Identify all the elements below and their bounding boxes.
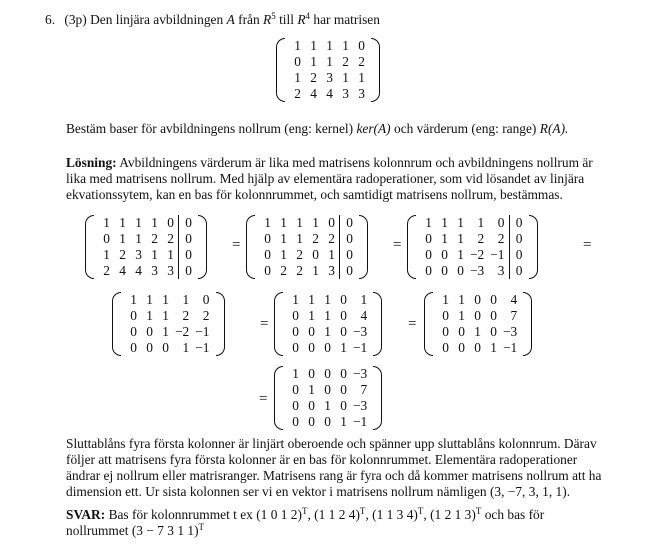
matrix-entry: 2 <box>342 54 349 69</box>
matrix-entry: 1 <box>292 292 299 307</box>
matrix-entry: −2 <box>175 324 190 339</box>
matrix-entry: 1 <box>162 324 169 339</box>
matrix-grid <box>286 366 370 430</box>
matrix-entry: 1 <box>135 215 142 230</box>
matrix-entry: 1 <box>457 215 464 230</box>
left-parenthesis <box>424 292 433 356</box>
matrix-entry: 0 <box>509 231 526 247</box>
matrix-entry: 2 <box>182 308 190 323</box>
matrix-entry: 0 <box>308 414 315 429</box>
answer-label: SVAR: <box>66 507 106 522</box>
matrix-entry: 0 <box>340 308 347 323</box>
matrix-entry: 2 <box>202 308 210 323</box>
matrix-entry: 1 <box>441 231 448 246</box>
matrix-entry: 1 <box>103 247 110 262</box>
matrix-entry: 1 <box>182 340 190 355</box>
matrix-entry: 1 <box>294 38 301 53</box>
matrix-entry: 0 <box>339 231 356 247</box>
matrix-entry: 1 <box>182 292 190 307</box>
matrix-entry: −3 <box>470 263 485 278</box>
matrix-entry: 1 <box>146 292 153 307</box>
matrix-entry: 0 <box>441 263 448 278</box>
matrix-entry: 2 <box>310 70 317 85</box>
matrix-entry: 1 <box>151 247 158 262</box>
matrix-A <box>276 38 380 102</box>
matrix-entry: 0 <box>178 247 195 263</box>
matrix-entry: 0 <box>442 324 449 339</box>
solution-label: Lösning: <box>66 155 117 170</box>
matrix-entry: −3 <box>353 366 368 381</box>
matrix-entry: 1 <box>310 38 317 53</box>
matrix-entry: 0 <box>490 292 497 307</box>
matrix-entry: 3 <box>151 263 158 278</box>
equals-sign: = <box>259 391 268 407</box>
matrix-entry: 1 <box>324 398 331 413</box>
matrix-entry: −3 <box>353 324 368 339</box>
matrix-entry: 0 <box>339 263 356 279</box>
matrix-entry: 1 <box>340 414 347 429</box>
matrix-entry: 0 <box>103 231 110 246</box>
matrix-entry: 1 <box>340 340 347 355</box>
matrix-6 <box>424 292 532 356</box>
task-text: Bestäm baser för avbildningens nollrum (eng: kernel) ker(A) och värderum (eng: range) R(A). <box>66 121 569 136</box>
equals-sign: = <box>408 316 417 332</box>
matrix-entry: 0 <box>292 398 299 413</box>
matrix-grid <box>258 215 356 279</box>
matrix-entry: 0 <box>324 366 331 381</box>
matrix-entry: −1 <box>195 324 210 339</box>
matrix-entry: 4 <box>119 263 126 278</box>
matrix-entry: 0 <box>294 54 301 69</box>
matrix-entry: 1 <box>442 292 449 307</box>
matrix-entry: 0 <box>292 340 299 355</box>
matrix-4 <box>112 292 225 356</box>
matrix-entry: 0 <box>178 263 195 279</box>
left-parenthesis <box>407 215 416 279</box>
matrix-entry: −1 <box>503 340 518 355</box>
left-parenthesis <box>276 38 285 102</box>
matrix-entry: 2 <box>294 86 301 101</box>
left-parenthesis <box>85 215 94 279</box>
matrix-entry: 1 <box>308 308 315 323</box>
matrix-entry: 0 <box>324 414 331 429</box>
matrix-entry: 0 <box>328 215 335 230</box>
matrix-entry: 0 <box>130 308 137 323</box>
equals-sign: = <box>232 237 241 253</box>
matrix-entry: 1 <box>328 247 335 262</box>
matrix-entry: 7 <box>360 382 368 397</box>
matrix-entry: −1 <box>353 414 368 429</box>
matrix-entry: 2 <box>151 231 158 246</box>
matrix-grid <box>288 38 368 102</box>
left-parenthesis <box>112 292 121 356</box>
right-parenthesis <box>359 215 368 279</box>
matrix-entry: 2 <box>312 231 319 246</box>
matrix-entry: 1 <box>119 231 126 246</box>
matrix-entry: 2 <box>296 263 303 278</box>
matrix-entry: 0 <box>146 324 153 339</box>
matrix-entry: 0 <box>509 247 526 263</box>
matrix-entry: 0 <box>264 231 271 246</box>
right-parenthesis <box>198 215 207 279</box>
matrix-entry: 0 <box>442 308 449 323</box>
right-parenthesis <box>216 292 225 356</box>
matrix-entry: 0 <box>292 414 299 429</box>
matrix-entry: 0 <box>162 340 169 355</box>
matrix-entry: 1 <box>342 70 349 85</box>
matrix-entry: 1 <box>324 324 331 339</box>
matrix-entry: 1 <box>474 324 481 339</box>
matrix-entry: 3 <box>135 247 142 262</box>
matrix-entry: 0 <box>442 340 449 355</box>
matrix-entry: 1 <box>135 231 142 246</box>
matrix-entry: 0 <box>441 247 448 262</box>
matrix-entry: 1 <box>324 292 331 307</box>
right-parenthesis <box>373 292 382 356</box>
matrix-entry: 0 <box>340 382 347 397</box>
matrix-entry: 4 <box>135 263 142 278</box>
matrix-entry: 1 <box>457 247 464 262</box>
matrix-grid <box>419 215 526 279</box>
matrix-entry: 0 <box>292 324 299 339</box>
matrix-entry: 2 <box>119 247 126 262</box>
matrix-entry: 1 <box>308 382 315 397</box>
matrix-entry: 1 <box>310 54 317 69</box>
matrix-entry: 1 <box>360 292 368 307</box>
matrix-entry: 0 <box>292 382 299 397</box>
matrix-entry: 1 <box>326 54 333 69</box>
matrix-entry: −1 <box>195 340 210 355</box>
matrix-grid <box>124 292 213 356</box>
matrix-entry: 0 <box>457 263 464 278</box>
equals-sign: = <box>583 237 592 253</box>
matrix-entry: 0 <box>509 263 526 279</box>
matrix-entry: 0 <box>458 340 465 355</box>
matrix-entry: 0 <box>178 231 195 247</box>
matrix-entry: 0 <box>130 324 137 339</box>
matrix-entry: 0 <box>308 340 315 355</box>
matrix-entry: 1 <box>280 215 287 230</box>
matrix-entry: 0 <box>339 247 356 263</box>
matrix-entry: 1 <box>490 340 497 355</box>
matrix-entry: 1 <box>296 231 303 246</box>
matrix-entry: 2 <box>167 231 174 246</box>
matrix-entry: 0 <box>308 366 315 381</box>
matrix-entry: 1 <box>280 231 287 246</box>
matrix-entry: 0 <box>474 308 481 323</box>
matrix-entry: 0 <box>324 382 331 397</box>
matrix-entry: 1 <box>146 308 153 323</box>
matrix-entry: 0 <box>509 215 526 231</box>
matrix-5 <box>274 292 382 356</box>
matrix-entry: 0 <box>425 263 432 278</box>
matrix-entry: 4 <box>326 86 333 101</box>
right-parenthesis <box>523 292 532 356</box>
matrix-entry: 1 <box>280 247 287 262</box>
matrix-entry: 1 <box>296 215 303 230</box>
matrix-entry: 1 <box>458 308 465 323</box>
matrix-entry: −3 <box>503 324 518 339</box>
right-parenthesis <box>371 38 380 102</box>
matrix-entry: 1 <box>312 215 319 230</box>
matrix-entry: 0 <box>308 324 315 339</box>
matrix-entry: 3 <box>342 86 349 101</box>
matrix-entry: 2 <box>280 263 287 278</box>
matrix-entry: 4 <box>510 292 518 307</box>
matrix-entry: 1 <box>308 292 315 307</box>
right-parenthesis <box>529 215 538 279</box>
equals-sign: = <box>393 237 402 253</box>
matrix-entry: 0 <box>358 38 365 53</box>
left-parenthesis <box>274 292 283 356</box>
solution-paragraph: Lösning: Avbildningens värderum är lika med matrisens kolonnrum och avbildningens nollrum är lika med matrisens nollrum. Med hjälp av elementära radoperationer, som vid lösandet av linjära ekvationssytem, kan en bas för kolonnrummet, och samtidigt matrisens nollrum, bestämmas. <box>66 155 593 202</box>
matrix-entry: 1 <box>292 366 299 381</box>
matrix-entry: 1 <box>264 215 271 230</box>
matrix-entry: 1 <box>324 308 331 323</box>
augmented-matrix-3 <box>407 215 538 279</box>
matrix-entry: 3 <box>497 263 505 278</box>
matrix-entry: 4 <box>310 86 317 101</box>
matrix-entry: 0 <box>264 263 271 278</box>
matrix-entry: 2 <box>497 231 505 246</box>
matrix-entry: 0 <box>458 324 465 339</box>
matrix-entry: 0 <box>425 231 432 246</box>
matrix-entry: 1 <box>477 215 485 230</box>
matrix-entry: 0 <box>202 292 210 307</box>
matrix-entry: 0 <box>474 340 481 355</box>
matrix-entry: 0 <box>167 215 174 230</box>
matrix-entry: 0 <box>340 366 347 381</box>
matrix-entry: 1 <box>162 292 169 307</box>
matrix-entry: 1 <box>458 292 465 307</box>
matrix-entry: 3 <box>167 263 174 278</box>
augmented-matrix-2 <box>246 215 368 279</box>
matrix-entry: 3 <box>358 86 365 101</box>
matrix-entry: 1 <box>342 38 349 53</box>
matrix-entry: 1 <box>326 38 333 53</box>
matrix-entry: −3 <box>353 398 368 413</box>
matrix-entry: 2 <box>358 54 365 69</box>
matrix-entry: 2 <box>477 231 485 246</box>
right-parenthesis <box>373 366 382 430</box>
equals-sign: = <box>260 316 269 332</box>
matrix-entry: 0 <box>312 247 319 262</box>
matrix-entry: 7 <box>510 308 518 323</box>
matrix-entry: −1 <box>353 340 368 355</box>
left-parenthesis <box>274 366 283 430</box>
matrix-entry: 2 <box>296 247 303 262</box>
matrix-entry: 0 <box>340 292 347 307</box>
matrix-grid <box>436 292 520 356</box>
augmented-matrix-1 <box>85 215 207 279</box>
conclusion-paragraph: Sluttablåns fyra första kolonner är linjärt oberoende och spänner upp sluttablåns kolonnrum. Därav följer att matrisens fyra första kolonner är en bas för kolonnrummet. Elementära radoperationer ändrar ej nollrum eller matrisranger. Matrisens rang är fyra och då kommer matrisens nollrum att ha dimension ett. Ur sista kolonnen ser vi en vektor i matrisens nollrum nämligen (3, −7, 3, 1, 1). <box>66 436 602 499</box>
matrix-entry: 1 <box>151 215 158 230</box>
matrix-entry: 0 <box>308 398 315 413</box>
matrix-entry: 0 <box>178 215 195 231</box>
matrix-entry: 0 <box>490 308 497 323</box>
matrix-entry: 1 <box>162 308 169 323</box>
matrix-entry: 0 <box>264 247 271 262</box>
matrix-entry: 1 <box>441 215 448 230</box>
matrix-entry: 3 <box>328 263 335 278</box>
matrix-entry: 0 <box>490 324 497 339</box>
matrix-entry: 0 <box>130 340 137 355</box>
matrix-entry: 1 <box>358 70 365 85</box>
problem-statement: 6. (3p) Den linjära avbildningen A från $R^5$ till $R^4$ har matrisen <box>45 11 380 27</box>
matrix-entry: 1 <box>103 215 110 230</box>
matrix-entry: 1 <box>167 247 174 262</box>
matrix-entry: 0 <box>474 292 481 307</box>
matrix-entry: 1 <box>425 215 432 230</box>
matrix-entry: 0 <box>146 340 153 355</box>
matrix-entry: 1 <box>119 215 126 230</box>
matrix-entry: 1 <box>130 292 137 307</box>
matrix-grid <box>97 215 195 279</box>
matrix-entry: 0 <box>339 215 356 231</box>
answer-paragraph: SVAR: Bas för kolonnrummet t ex (1 0 1 2)$^T$, (1 1 2 4)$^T$, (1 1 3 4)$^T$, (1 2 1 3)$^T$ och bas för nollrummet (3 − 7 3 1 1)$^T$ <box>66 506 545 538</box>
matrix-entry: 0 <box>425 247 432 262</box>
matrix-entry: 3 <box>326 70 333 85</box>
matrix-entry: −1 <box>490 247 505 262</box>
matrix-entry: 0 <box>292 308 299 323</box>
matrix-grid <box>286 292 370 356</box>
matrix-entry: 1 <box>457 231 464 246</box>
matrix-entry: 2 <box>103 263 110 278</box>
matrix-entry: 2 <box>328 231 335 246</box>
matrix-entry: −2 <box>470 247 485 262</box>
matrix-entry: 4 <box>360 308 368 323</box>
matrix-entry: 0 <box>324 340 331 355</box>
matrix-entry: 1 <box>312 263 319 278</box>
matrix-entry: 1 <box>294 70 301 85</box>
matrix-7 <box>274 366 382 430</box>
matrix-entry: 0 <box>497 215 505 230</box>
matrix-entry: 0 <box>340 398 347 413</box>
problem-number: 6. <box>45 12 56 27</box>
matrix-entry: 0 <box>340 324 347 339</box>
left-parenthesis <box>246 215 255 279</box>
